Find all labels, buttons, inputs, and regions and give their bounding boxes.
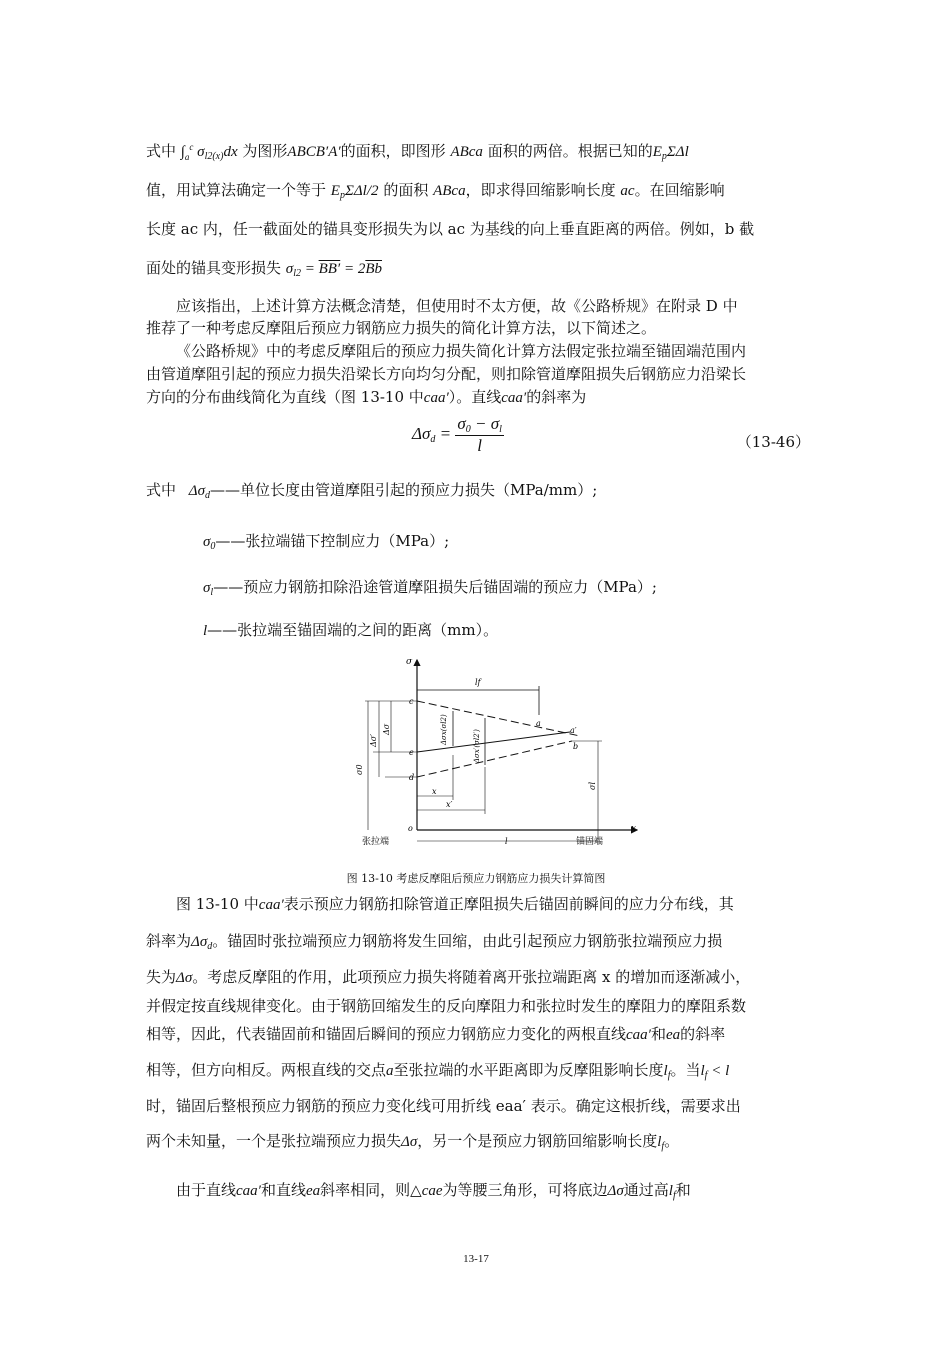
delta-sigma-prime-label: Δσ′ xyxy=(369,733,378,747)
text-line: 由管道摩阻引起的预应力损失沿梁长方向均匀分配，则扣除管道摩阻损失后钢筋应力沿梁长 xyxy=(146,365,747,383)
text-line: 由于直线caa′和直线ea斜率相同，则△cae为等腰三角形，可将底边Δσ通过高$l_f$和 xyxy=(176,1181,691,1201)
page-number: 13-17 xyxy=(463,1253,489,1265)
delta-sigma-x-prime-label: Δσx′(σl2′) xyxy=(473,729,481,763)
origin-label: o xyxy=(408,824,413,833)
text-line: 值，用试算法确定一个等于 $E_p\Sigma\Delta l/2$ 的面积 ABca，即求得回缩影响长度 ac。在回缩影响 xyxy=(146,181,725,201)
text-line: 面处的锚具变形损失 $\sigma_{l2} = BB' = 2\overline{Bb}$ xyxy=(146,259,383,279)
ep-sum-delta-l-half: $E_p\Sigma\Delta l/2$ xyxy=(330,183,379,201)
point-a-label: a xyxy=(536,719,541,728)
point-a-prime-label: a′ xyxy=(570,726,577,735)
x-prime-dimension-label: x′ xyxy=(446,800,453,809)
point-e-label: e xyxy=(409,748,414,757)
definition-l: l——张拉端至锚固端的之间的距离（mm）。 xyxy=(203,621,499,639)
text-line: 时，锚固后整根预应力钢筋的预应力变化线可用折线 eaa′ 表示。确定这根折线，需要求出 xyxy=(146,1097,741,1115)
text-line: 失为Δσ。考虑反摩阻的作用，此项预应力损失将随着离开张拉端距离 x 的增加而逐渐减小， xyxy=(146,968,751,986)
text-line: 应该指出，上述计算方法概念清楚，但使用时不太方便，故《公路桥规》在附录 D 中 xyxy=(176,297,738,315)
lf-label: lf xyxy=(475,678,481,687)
sigma0-label: σ0 xyxy=(355,764,364,775)
ep-sum-delta-l: $E_p\Sigma\Delta l$ xyxy=(652,144,689,162)
definition-sigma-l: $\sigma_l——$预应力钢筋扣除沿途管道摩阻损失后锚固端的预应力（MPa）; xyxy=(203,578,657,598)
delta-sigma-label: Δσ xyxy=(382,723,391,735)
equation-number: （13-46） xyxy=(736,433,810,451)
text-line: 长度 ac 内，任一截面处的锚具变形损失为以 ac 为基线的向上垂直距离的两倍。例如，b 截 xyxy=(146,220,755,238)
sigma-axis-label: σ xyxy=(406,657,413,667)
text-line: 并假定按直线规律变化。由于钢筋回缩发生的反向摩阻力和张拉时发生的摩阻力的摩阻系数 xyxy=(146,997,747,1015)
text-line: 推荐了一种考虑反摩阻后预应力钢筋应力损失的简化计算方法，以下简述之。 xyxy=(146,319,657,337)
definition-sigma-0: $\sigma_0——$张拉端锚下控制应力（MPa）; xyxy=(203,532,450,552)
tension-end-label: 张拉端 xyxy=(362,837,390,847)
integral-expression: $\int_a^c$ $\sigma_{l2(x)}dx$ xyxy=(180,142,238,162)
text-line: 方向的分布曲线简化为直线（图 13-10 中caa′）。直线caa′的斜率为 xyxy=(146,388,587,406)
point-d-label: d xyxy=(409,773,415,782)
x-axis-label: x xyxy=(631,824,637,834)
x-dimension-label: x xyxy=(432,787,437,796)
text-line: 相等，因此，代表锚固前和锚固后瞬间的预应力钢筋应力变化的两根直线caa′和ea的斜率 xyxy=(146,1025,726,1043)
equation-13-46: $\Delta\sigma_d$ = $\frac{\sigma_0 - \sigma_l}{l}$ xyxy=(412,414,502,455)
delta-sigma-x-label: Δσx(σl2) xyxy=(440,714,448,745)
text-line: 相等，但方向相反。两根直线的交点a至张拉端的水平距离即为反摩阻影响长度$l_f$。当$l_f < l$ xyxy=(146,1061,730,1081)
text-line: 图 13-10 中caa′表示预应力钢筋扣除管道正摩阻损失后锚固前瞬间的应力分布线，其 xyxy=(176,895,734,913)
anchor-end-label: 锚固端 xyxy=(576,837,604,847)
figure-caption: 图 13-10 考虑反摩阻后预应力钢筋应力损失计算简图 xyxy=(346,872,606,885)
text-line: 两个未知量，一个是张拉端预应力损失Δσ，另一个是预应力钢筋回缩影响长度$l_f$。 xyxy=(146,1132,680,1152)
sigma-l-label: σl xyxy=(588,781,597,790)
text-line: 式中 $\int_a^c$ $\sigma_{l2(x)}dx$ 为图形ABCB′A′的面积，即图形 ABca 面积的两倍。根据已知的$E_p\Sigma\Delta l$ xyxy=(146,142,689,162)
point-c-label: c xyxy=(409,697,414,706)
definition-delta-sigma-d: 式中 $\Delta\sigma_d——$单位长度由管道摩阻引起的预应力损失（MPa/mm）; xyxy=(146,481,598,501)
text-line: 《公路桥规》中的考虑反摩阻后的预应力损失简化计算方法假定张拉端至锚固端范围内 xyxy=(176,342,747,360)
line-db xyxy=(417,741,572,777)
figure-13-10 xyxy=(340,655,650,855)
text-line: 斜率为$\Delta\sigma_d$。锚固时张拉端预应力钢筋将发生回缩，由此引起预应力钢筋张拉端预应力损 xyxy=(146,932,723,952)
point-b-label: b xyxy=(573,742,579,751)
sigma-l2-expression: $\sigma_{l2} = BB' = 2\overline{Bb}$ xyxy=(285,261,383,279)
l-dimension-label: l xyxy=(505,837,508,846)
